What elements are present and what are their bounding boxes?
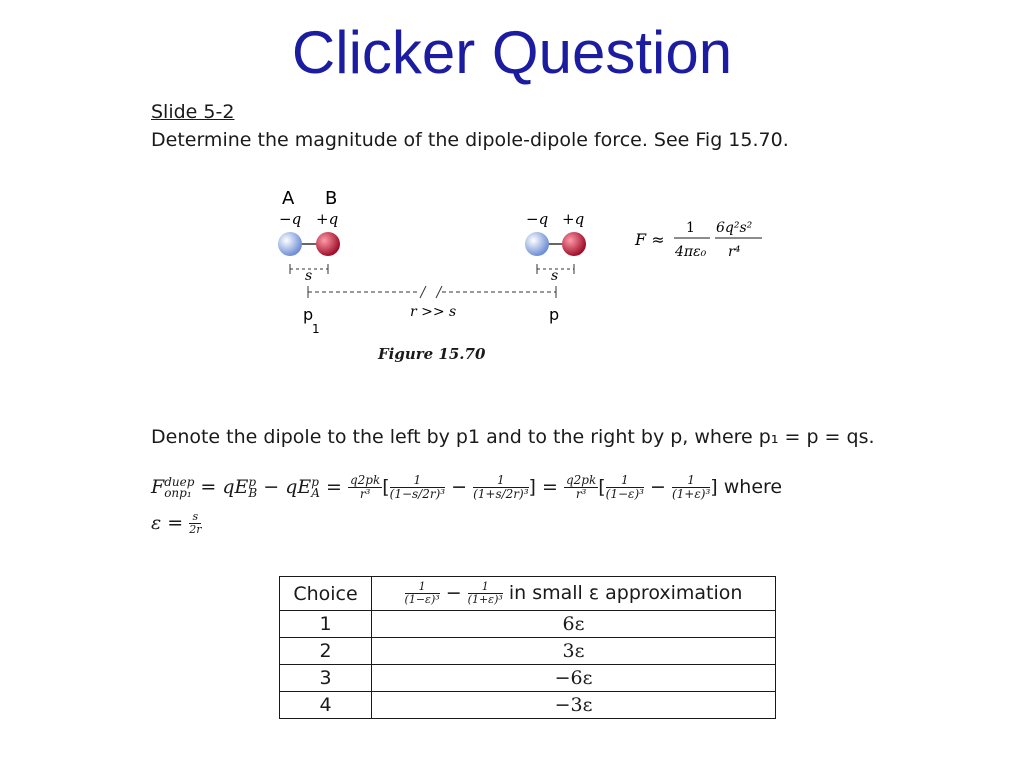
approx-frac2-den: r⁴ (728, 244, 741, 260)
formula-lhs-sub: onp₁ (164, 485, 192, 500)
choice-number: 1 (280, 611, 372, 638)
label-neg-q-left: −q (279, 210, 302, 228)
approx-frac1-den: 4πε₀ (675, 244, 707, 260)
formula-lhs: F (151, 476, 165, 498)
negative-charge-left (278, 232, 302, 256)
formula-ea-sup: p (311, 474, 319, 489)
label-r-condition: r >> s (410, 304, 457, 320)
label-pos-q-left: +q (316, 210, 339, 228)
choice-value: 3ε (372, 638, 776, 665)
table-row (280, 638, 776, 665)
slide-reference: Slide 5-2 (151, 101, 235, 123)
epsilon-frac: $\frac{s}{2r}$ (189, 510, 202, 536)
formula-part2: − qE (257, 476, 312, 498)
approx-frac1-num: 1 (686, 220, 695, 236)
dipole-figure (270, 182, 770, 342)
formula-eb-sub: B (248, 485, 258, 500)
formula-frac-6: $\frac{1}{\text{(1+ε)³}}$ (671, 473, 711, 501)
label-p1-subscript: 1 (312, 322, 320, 336)
formula-frac-2: $\frac{1}{\text{(1−s/2r)³}}$ (389, 473, 446, 501)
formula-ea-sub: A (311, 485, 320, 500)
choice-value: 6ε (372, 611, 776, 638)
choice-number: 3 (280, 665, 372, 692)
choice-number: 4 (280, 692, 372, 719)
label-b: B (325, 188, 338, 209)
question-text: Determine the magnitude of the dipole-dipole force. See Fig 15.70. (151, 129, 789, 151)
choice-value: −3ε (372, 692, 776, 719)
choice-value: −6ε (372, 665, 776, 692)
table-row (280, 665, 776, 692)
formula-where: where (723, 476, 783, 498)
formula-frac-1: $\frac{q2pk}{\text{r³}}$ (349, 473, 381, 501)
choice-number: 2 (280, 638, 372, 665)
approx-frac2-num: 6q²s² (716, 220, 753, 236)
positive-charge-right (562, 232, 586, 256)
negative-charge-right (525, 232, 549, 256)
table-header-row (280, 577, 776, 611)
positive-charge-left (316, 232, 340, 256)
approx-lhs: F ≈ (635, 230, 665, 249)
choices-table (279, 576, 776, 719)
epsilon-definition (151, 511, 201, 536)
formula-frac-5: $\frac{1}{\text{(1−ε)³}}$ (605, 473, 644, 501)
formula-frac-4: $\frac{q2pk}{\text{r³}}$ (565, 473, 597, 501)
header-expression: $\frac{1}{\text{(1−ε)³}}$ − $\frac{1}{\text{(1+ε)³}}$ in small ε approximation (372, 577, 776, 611)
slide-title: Clicker Question (291, 19, 733, 86)
figure-caption: Figure 15.70 (378, 345, 486, 363)
table-row (280, 692, 776, 719)
denote-text: Denote the dipole to the left by p1 and to the right by p, where p₁ = p = qs. (151, 426, 875, 448)
formula-frac-3: $\frac{1}{\text{(1+s/2r)³}}$ (473, 473, 529, 501)
label-s-left: s (305, 268, 313, 284)
formula-part3: = (319, 476, 348, 498)
label-p1: p (303, 305, 314, 324)
formula-lhs-sup: duep (164, 474, 195, 489)
epsilon-lhs: ε = (151, 512, 184, 534)
label-neg-q-right: −q (526, 210, 549, 228)
formula-eb-sup: p (248, 474, 257, 489)
force-formula: F duep onp₁ = qE p B − qE p A = $\frac{q2pk}{\text{r³}}$ [ $\frac{1}{\text{(1−s/2r)³}}$ − $\frac{1}{\text{(1+s/2r)³}}$ ] = $\frac{q2pk}{\text{r³}}$ [ $\frac{1}{\text{(1−ε)³}}$ − $\frac{1}{\text{(1+ε)³}}$ ] where (151, 473, 783, 501)
label-pos-q-right: +q (562, 210, 585, 228)
formula-part1: = qE (194, 476, 249, 498)
label-s-right: s (551, 268, 559, 284)
label-p: p (549, 305, 560, 324)
header-choice: Choice (280, 577, 372, 611)
table-row (280, 611, 776, 638)
label-a: A (282, 188, 295, 209)
